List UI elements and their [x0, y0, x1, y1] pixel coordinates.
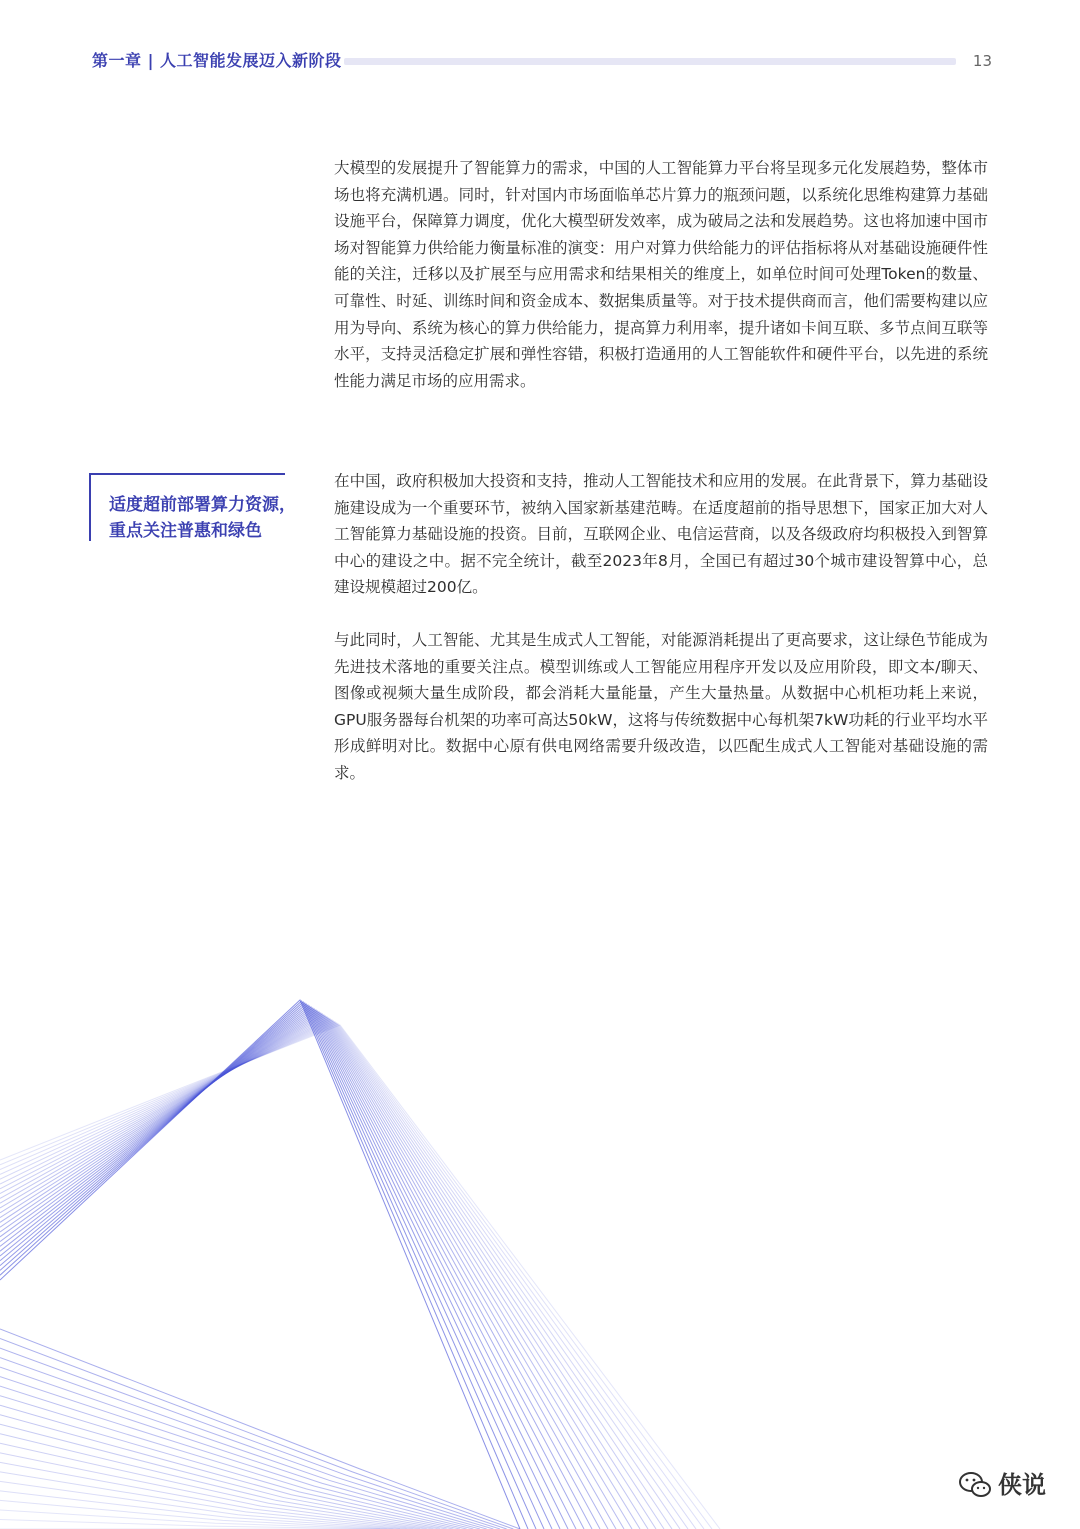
page-number: 13: [972, 52, 992, 70]
decoration-line: [0, 1003, 544, 1529]
decoration-line: [0, 1472, 420, 1529]
paragraph-1: 大模型的发展提升了智能算力的需求，中国的人工智能算力平台将呈现多元化发展趋势，整体市场也将充满机遇。同时，针对国内市场面临单芯片算力的瓶颈问题，以系统化思维构建算力基础设施平台，保障算力调度，优化大模型研发效率，成为破局之法和发展趋势。这也将加速中国市场对智能算力供给能力衡量标准的演变：用户对算力供给能力的评估指标将从对基础设施硬件性能的关注，迁移以及扩展至与应用需求和结果相关的维度上，如单位时间可处理Token的数量、可靠性、时延、训练时间和资金成本、数据集质量等。对于技术提供商而言，他们需要构建以应用为导向、系统为核心的算力供给能力，提高算力利用率，提升诸如卡间互联、多节点间互联等水平，支持灵活稳定扩展和弹性容错，积极打造通用的人工智能软件和硬件平台，以先进的系统性能力满足市场的应用需求。: [334, 159, 988, 390]
decoration-line: [0, 1462, 427, 1529]
sidebar-callout: [89, 473, 296, 541]
watermark-text: 侠说: [998, 1471, 1046, 1499]
watermark: [958, 1471, 1046, 1499]
header-rule: [344, 58, 956, 65]
line-pattern-decoration: [0, 990, 1080, 1529]
decoration-line: [0, 1008, 584, 1529]
decoration-line: [0, 1025, 720, 1529]
decoration-line: [0, 1018, 664, 1529]
decoration-line: [0, 1329, 520, 1529]
decoration-line: [0, 1367, 493, 1529]
page-header: [92, 50, 992, 74]
paragraph-3: 与此同时，人工智能、尤其是生成式人工智能，对能源消耗提出了更高要求，这让绿色节能成为先进技术落地的重要关注点。模型训练或人工智能应用程序开发以及应用阶段，即文本/聊天、图像或视频大量生成阶段，都会消耗大量能量，产生大量热量。从数据中心机柜功耗上来说，GPU服务器每台机架的功率可高达50kW，这将与传统数据中心每机架7kW功耗的行业平均水平形成鲜明对比。数据中心原有供电网络需要升级改造，以匹配生成式人工智能对基础设施的需求。: [334, 631, 988, 782]
decoration-line: [0, 1011, 608, 1529]
decoration-line: [0, 1348, 507, 1529]
decoration-line: [0, 1010, 600, 1529]
decoration-line: [0, 1007, 576, 1529]
sidebar-heading: 适度超前部署算力资源， 重点关注普惠和绿色: [109, 495, 296, 541]
decoration-line: [0, 1023, 704, 1529]
decoration-line: [0, 1021, 688, 1529]
wechat-icon: [958, 1471, 992, 1499]
paragraph-2: 在中国，政府积极加大投资和支持，推动人工智能技术和应用的发展。在此背景下，算力基础设施建设成为一个重要环节，被纳入国家新基建范畴。在适度超前的指导思想下，国家正加大对人工智能算力基础设施的投资。目前，互联网企业、电信运营商，以及各级政府均积极投入到智算中心的建设之中。据不完全统计，截至2023年8月，全国已有超过30个城市建设智算中心，总建设规模超过200亿。: [334, 472, 988, 597]
chapter-title: 第一章 | 人工智能发展迈入新阶段: [92, 51, 342, 70]
decoration-line: [0, 1377, 487, 1529]
decoration-line: [0, 1013, 624, 1529]
decoration-line: [0, 1012, 616, 1529]
decoration-line: [0, 1019, 672, 1529]
decoration-line: [0, 1001, 528, 1529]
decoration-line: [0, 1006, 568, 1529]
